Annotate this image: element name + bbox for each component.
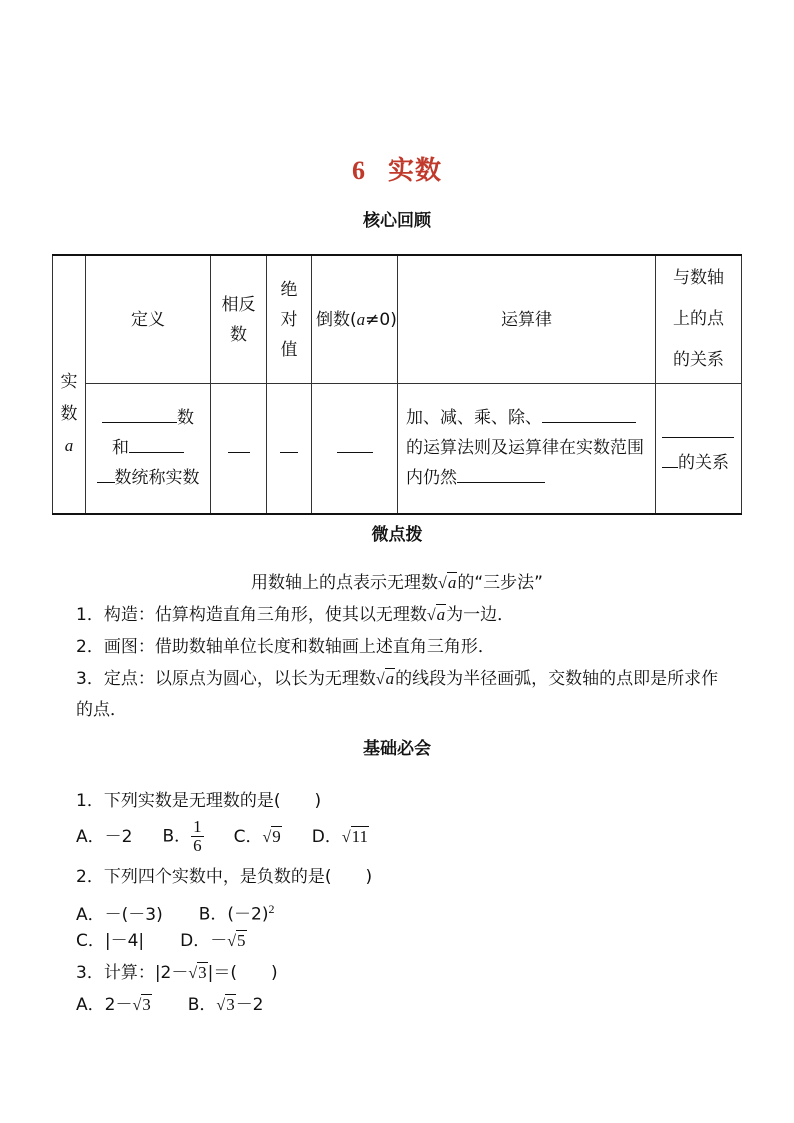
sqrt-3-stem-radicand: 3 [198, 963, 207, 982]
blank-applies[interactable] [457, 481, 545, 483]
title-number: 6 [351, 156, 366, 185]
q1-option-a[interactable]: A．－2 [76, 826, 133, 847]
title-text: 实数 [387, 156, 442, 186]
laws-text-2: 的运算法则及运算律在实数范围内仍然 [406, 438, 644, 489]
tips-step-3 [76, 664, 726, 725]
q3-stem-post: |＝( ) [207, 963, 278, 983]
sqrt-3-b-radicand: 3 [226, 995, 235, 1014]
blank-absolute[interactable] [280, 451, 298, 453]
blank-irrational-a[interactable] [129, 451, 184, 453]
sqrt-9-radicand: 9 [272, 826, 281, 846]
tips-heading-post: 的“三步法” [457, 573, 543, 593]
frac-denominator: 6 [193, 836, 202, 855]
tips-heading-pre: 用数轴上的点表示无理数 [251, 573, 439, 593]
row-header-var: a [64, 436, 74, 456]
question-1-stem: 1．下列实数是无理数的是( ) [76, 791, 322, 811]
def-text-1: 数 [177, 408, 194, 429]
step3-post: 的线段为半径画弧，交数轴的点即是所求作的点． [76, 669, 719, 720]
blank-operations[interactable] [542, 421, 636, 423]
def-text-2: 和 [112, 438, 129, 459]
review-table [52, 254, 742, 515]
q2-option-d[interactable] [180, 926, 246, 957]
sqrt-5: √5 [227, 931, 246, 950]
q1-option-d[interactable] [312, 820, 369, 855]
q2-option-b-exponent: 2 [268, 902, 275, 916]
step1-pre: 1．构造：估算构造直角三角形，使其以无理数 [76, 605, 427, 625]
blank-opposite[interactable] [228, 451, 250, 453]
row-header-text: 实数 [60, 372, 78, 425]
tips-step-2: 2．画图：借助数轴单位长度和数轴画上述直角三角形． [76, 637, 495, 657]
section-review-heading: 核心回顾 [363, 211, 431, 231]
section-tips-heading: 微点拨 [371, 525, 423, 545]
sqrt-11-radicand: 11 [351, 826, 369, 846]
step3-pre: 3．定点：以原点为圆心，以长为无理数 [76, 669, 376, 689]
question-3-options [76, 990, 726, 1021]
frac-numerator: 1 [193, 817, 202, 836]
blank-reciprocal[interactable] [337, 451, 373, 453]
header-axis-text: 与数轴上的点的关系 [673, 268, 724, 370]
q3-option-b-label: B． [187, 995, 217, 1015]
question-3-stem [76, 958, 726, 989]
sqrt-a-var: a [447, 573, 457, 592]
sqrt-3-b: √3 [216, 995, 235, 1014]
sqrt-a-symbol: √a [438, 573, 457, 592]
q1-option-b[interactable] [162, 818, 203, 855]
q2-option-d-label: D．－ [180, 931, 228, 951]
header-axis [656, 255, 742, 384]
sqrt-3-a-radicand: 3 [142, 995, 151, 1014]
sqrt-3-a: √3 [132, 995, 151, 1014]
sqrt-11: √11 [341, 826, 369, 846]
cell-absolute [267, 384, 312, 514]
tips-heading [0, 568, 794, 599]
tips-step-1 [76, 600, 726, 631]
header-absolute-text: 绝对值 [280, 279, 298, 360]
header-laws: 运算律 [398, 255, 656, 384]
blank-rational[interactable] [102, 421, 177, 423]
header-reciprocal-pre: 倒数( [316, 309, 357, 330]
sqrt-5-radicand: 5 [237, 931, 246, 950]
q3-option-a-label: A．2－ [76, 995, 133, 1015]
sqrt-a-var-step3: a [385, 669, 395, 688]
question-2-options-row2 [76, 926, 726, 957]
q1-option-c[interactable] [234, 820, 282, 855]
q2-option-a[interactable]: A．－(－3) [76, 904, 163, 925]
q1-option-b-label: B． [162, 826, 192, 847]
header-absolute [267, 255, 312, 384]
blank-axis-b[interactable] [662, 466, 678, 468]
sqrt-a-symbol-step3: √a [375, 669, 395, 688]
cell-definition [86, 384, 211, 514]
def-text-3: 数统称实数 [114, 468, 200, 489]
laws-text-1: 加、减、乘、除、 [406, 408, 542, 429]
sqrt-9: √9 [262, 826, 281, 846]
q1-option-c-label: C． [233, 826, 263, 847]
header-opposite-text: 相反数 [221, 294, 256, 345]
fraction-one-sixth [191, 818, 204, 855]
question-2-options-row1 [76, 894, 726, 930]
q3-option-a[interactable] [76, 990, 152, 1021]
q1-option-d-label: D． [311, 826, 342, 847]
q2-option-c[interactable]: C．|－4| [76, 931, 145, 951]
header-definition: 定义 [86, 255, 211, 384]
q3-option-b[interactable] [188, 990, 264, 1021]
q2-option-b-label: B．(－2) [198, 904, 269, 925]
blank-irrational-b[interactable] [97, 481, 115, 483]
row-header-cell [53, 255, 86, 514]
cell-axis [656, 384, 742, 514]
header-reciprocal-post: ≠0) [365, 309, 397, 330]
cell-laws [398, 384, 656, 514]
q3-option-b-post: －2 [235, 995, 264, 1015]
blank-axis-a[interactable] [662, 436, 734, 438]
cell-opposite [211, 384, 267, 514]
section-basic-heading: 基础必会 [363, 739, 431, 759]
cell-reciprocal [312, 384, 398, 514]
header-reciprocal-var: a [356, 309, 366, 329]
sqrt-a-symbol-step1: √a [426, 605, 446, 624]
q2-option-b[interactable] [199, 894, 275, 930]
q3-stem-pre: 3．计算：|2－ [76, 963, 189, 983]
question-2-stem: 2．下列四个实数中，是负数的是( ) [76, 867, 373, 887]
header-reciprocal [312, 255, 398, 384]
question-1-options [76, 818, 726, 855]
header-opposite [211, 255, 267, 384]
sqrt-a-var-step1: a [436, 605, 446, 624]
step1-post: 为一边． [446, 605, 515, 625]
sqrt-3-stem: √3 [188, 963, 207, 982]
axis-text-1: 的关系 [678, 453, 729, 474]
page-title [0, 150, 794, 187]
